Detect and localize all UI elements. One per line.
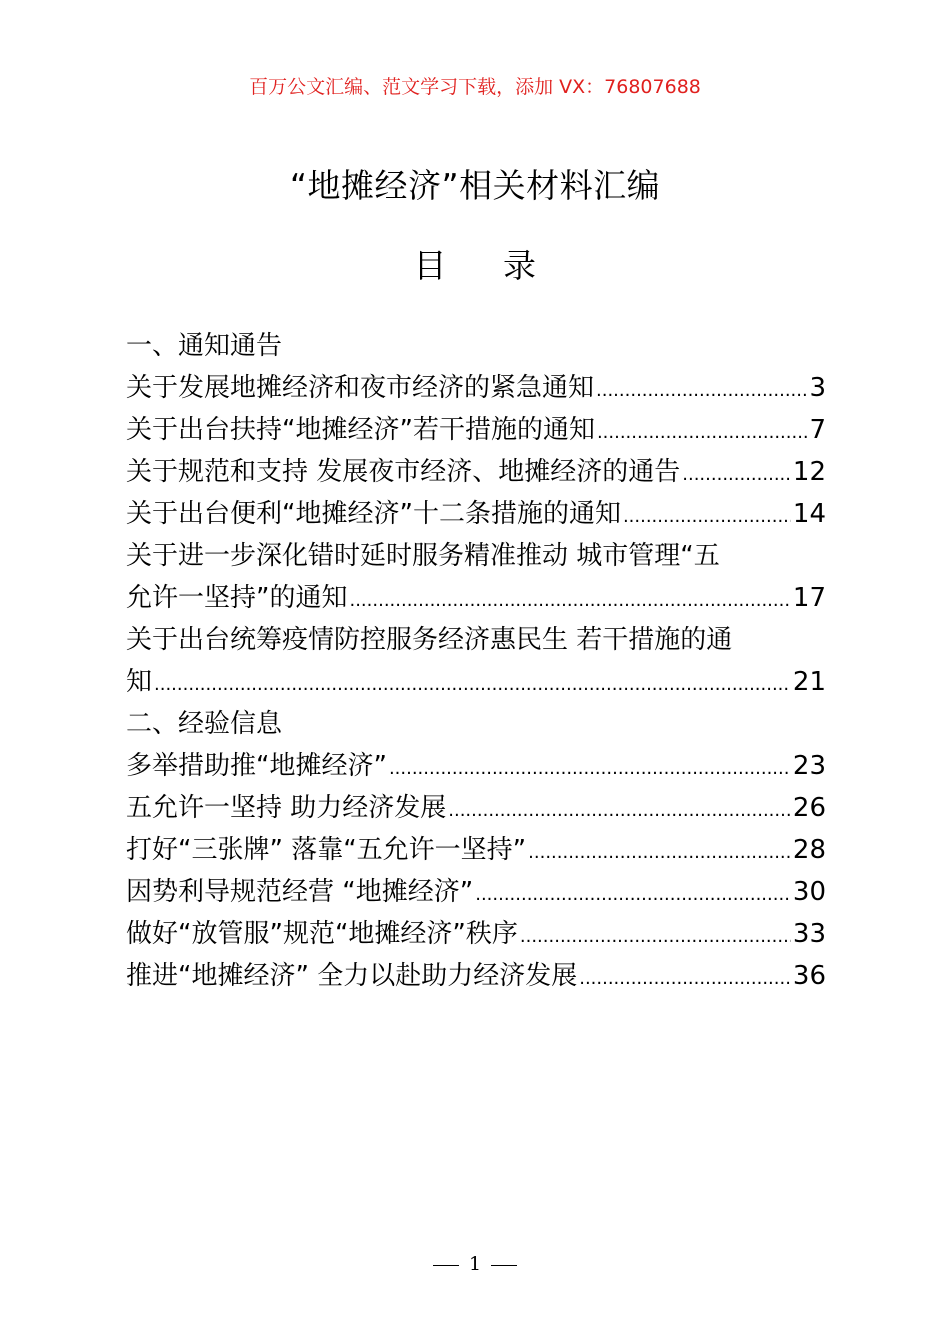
footer-dash-left — [433, 1265, 459, 1266]
toc-entry[interactable] — [126, 829, 826, 871]
toc-entry-page: 33 — [792, 919, 826, 949]
toc-entry-title-line2-row — [126, 661, 826, 703]
toc-entry-wrapped[interactable] — [126, 619, 826, 703]
header-note: 百万公文汇编、范文学习下载，添加 VX：76807688 — [249, 76, 701, 98]
toc-leader-dots — [623, 493, 791, 538]
toc-entry-title: 做好“放管服”规范“地摊经济”秩序 — [126, 919, 518, 949]
toc-entry-title: 关于发展地摊经济和夜市经济的紧急通知 — [126, 373, 595, 403]
toc-entry-page: 36 — [792, 961, 826, 991]
toc-entry-page: 21 — [792, 667, 826, 697]
toc-entry-wrapped[interactable] — [126, 535, 826, 619]
toc-entry[interactable] — [126, 409, 826, 451]
toc-entry-page: 30 — [792, 877, 826, 907]
toc-leader-dots — [596, 367, 807, 412]
table-of-contents — [126, 325, 826, 997]
toc-leader-dots — [597, 409, 808, 454]
toc-entry[interactable] — [126, 787, 826, 829]
toc-entry-page: 23 — [792, 751, 826, 781]
toc-entry[interactable] — [126, 955, 826, 997]
toc-entry-page: 17 — [792, 583, 826, 613]
toc-entry-page: 3 — [809, 373, 826, 403]
toc-entry-title: 关于规范和支持 发展夜市经济、地摊经济的通告 — [126, 457, 681, 487]
toc-entry-page: 28 — [792, 835, 826, 865]
toc-entry-title: 打好“三张牌” 落靠“五允许一坚持” — [126, 835, 527, 865]
toc-entry[interactable] — [126, 367, 826, 409]
toc-entry[interactable] — [126, 745, 826, 787]
document-title: “地摊经济”相关材料汇编 — [289, 166, 661, 205]
toc-leader-dots — [579, 955, 791, 1000]
toc-entry-title-line1: 关于进一步深化错时延时服务精准推动 城市管理“五 — [126, 541, 720, 571]
toc-entry[interactable] — [126, 493, 826, 535]
toc-leader-dots — [349, 577, 790, 622]
toc-entry[interactable] — [126, 913, 826, 955]
toc-entry-page: 7 — [809, 415, 826, 445]
toc-entry-title: 关于出台扶持“地摊经济”若干措施的通知 — [126, 415, 595, 445]
page-number: 1 — [468, 1253, 482, 1275]
toc-leader-dots — [528, 829, 791, 874]
toc-leader-dots — [154, 661, 791, 706]
toc-entry-title-line1: 关于出台统筹疫情防控服务经济惠民生 若干措施的通 — [126, 625, 733, 655]
toc-heading-left: 目 — [413, 246, 447, 285]
toc-leader-dots — [389, 745, 791, 790]
toc-entry-title-line2-row — [126, 577, 826, 619]
section-heading-experience: 二、经验信息 — [126, 709, 283, 739]
toc-entry-title-line2: 知 — [126, 667, 153, 697]
page-footer — [0, 1250, 950, 1278]
section-heading-notices: 一、通知通告 — [126, 331, 283, 361]
toc-entry-title: 五允许一坚持 助力经济发展 — [126, 793, 447, 823]
toc-entry-page: 26 — [792, 793, 826, 823]
toc-entry-title: 推进“地摊经济” 全力以赴助力经济发展 — [126, 961, 578, 991]
toc-entry-page: 14 — [792, 499, 826, 529]
toc-leader-dots — [475, 871, 791, 916]
footer-dash-right — [491, 1265, 517, 1266]
toc-leader-dots — [448, 787, 791, 832]
toc-entry-title-line2: 允许一坚持”的通知 — [126, 583, 348, 613]
toc-leader-dots — [520, 913, 791, 958]
toc-entry-title: 因势利导规范经营 “地摊经济” — [126, 877, 474, 907]
toc-entry[interactable] — [126, 451, 826, 493]
toc-entry[interactable] — [126, 871, 826, 913]
toc-entry-title: 关于出台便利“地摊经济”十二条措施的通知 — [126, 499, 621, 529]
toc-heading — [0, 240, 950, 292]
toc-heading-right: 录 — [503, 246, 537, 285]
toc-entry-page: 12 — [792, 457, 826, 487]
toc-entry-title: 多举措助推“地摊经济” — [126, 751, 387, 781]
toc-leader-dots — [682, 451, 791, 496]
